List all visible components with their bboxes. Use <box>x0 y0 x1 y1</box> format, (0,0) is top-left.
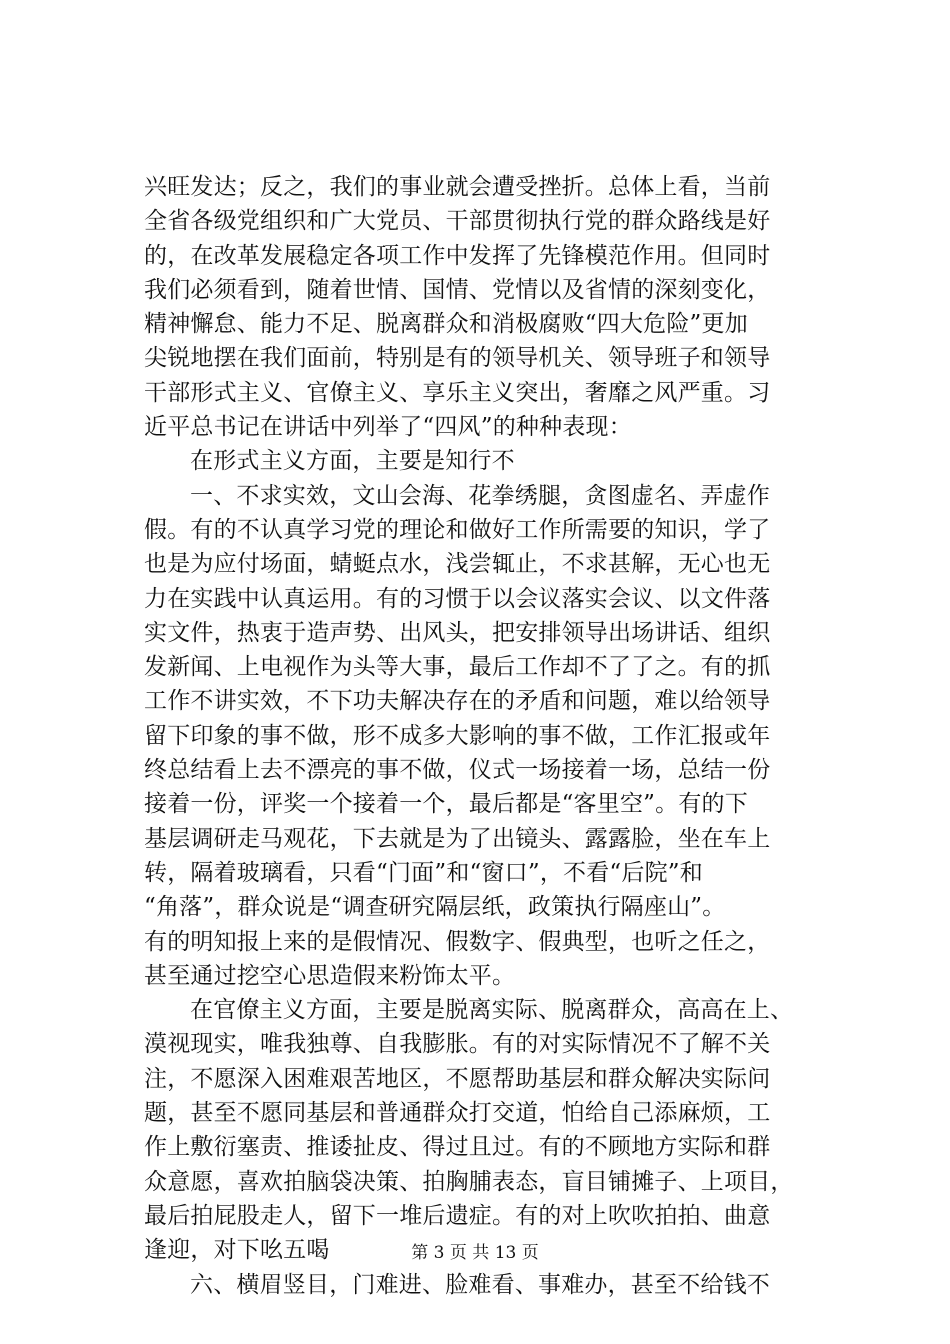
text-line: 力在实践中认真运用。有的习惯于以会议落实会议、以文件落 <box>144 585 771 612</box>
text-line: 题，甚至不愿同基层和普通群众打交道，怕给自己添麻烦，工 <box>144 1100 771 1127</box>
text-line: 漠视现实，唯我独尊、自我膨胀。有的对实际情况不了解不关 <box>144 1031 771 1058</box>
text-line: 在形式主义方面，主要是知行不 <box>190 448 515 475</box>
text-line: 也是为应付场面，蜻蜓点水，浅尝辄止，不求甚解，无心也无 <box>144 551 771 578</box>
text-line: 在官僚主义方面，主要是脱离实际、脱离群众，高高在上、 <box>190 997 794 1024</box>
text-line: 假。有的不认真学习党的理论和做好工作所需要的知识，学了 <box>144 516 771 543</box>
text-line: 的，在改革发展稳定各项工作中发挥了先锋模范作用。但同时 <box>144 242 771 269</box>
text-line: 基层调研走马观花，下去就是为了出镜头、露露脸，坐在车上 <box>144 825 771 852</box>
text-line: 全省各级党组织和广大党员、干部贯彻执行党的群众路线是好 <box>144 208 771 235</box>
text-line: 干部形式主义、官僚主义、享乐主义突出，奢靡之风严重。习 <box>144 379 771 406</box>
text-line: 接着一份，评奖一个接着一个，最后都是“客里空”。有的下 <box>144 791 748 818</box>
text-line: 甚至通过挖空心思造假来粉饰太平。 <box>144 962 516 989</box>
text-line: 精神懈怠、能力不足、脱离群众和消极腐败“四大危险”更加 <box>144 311 748 338</box>
text-line: 六、横眉竖目，门难进、脸难看、事难办，甚至不给钱不 <box>190 1271 770 1298</box>
text-line: 作上敷衍塞责、推诿扯皮、得过且过。有的不顾地方实际和群 <box>144 1134 771 1161</box>
page-footer: 第 3 页 共 13 页 <box>411 1243 539 1263</box>
text-line: 尖锐地摆在我们面前，特别是有的领导机关、领导班子和领导 <box>144 345 771 372</box>
text-line: 兴旺发达；反之，我们的事业就会遭受挫折。总体上看，当前 <box>144 174 771 200</box>
text-line: 逢迎，对下吆五喝 <box>144 1237 330 1264</box>
text-line: 终总结看上去不漂亮的事不做，仪式一场接着一场，总结一份 <box>144 757 771 784</box>
text-line: “角落”，群众说是“调查研究隔层纸，政策执行隔座山”。 <box>144 894 726 921</box>
text-line: 有的明知报上来的是假情况、假数字、假典型，也听之任之， <box>144 928 771 955</box>
text-line: 工作不讲实效，不下功夫解决存在的矛盾和问题，难以给领导 <box>144 688 771 715</box>
text-line: 一、不求实效，文山会海、花拳绣腿，贪图虚名、弄虚作 <box>190 482 770 509</box>
text-line: 实文件，热衷于造声势、出风头，把安排领导出场讲话、组织 <box>144 619 771 646</box>
text-line: 留下印象的事不做，形不成多大影响的事不做，工作汇报或年 <box>144 722 771 749</box>
text-line: 近平总书记在讲话中列举了“四风”的种种表现： <box>144 414 632 441</box>
document-body <box>144 170 834 1302</box>
text-line: 我们必须看到，随着世情、国情、党情以及省情的深刻变化， <box>144 276 771 303</box>
text-line: 最后拍屁股走人，留下一堆后遗症。有的对上吹吹拍拍、曲意 <box>144 1202 771 1229</box>
text-line: 发新闻、上电视作为头等大事，最后工作却不了了之。有的抓 <box>144 654 771 681</box>
text-line: 转，隔着玻璃看，只看“门面”和“窗口”，不看“后院”和 <box>144 859 703 886</box>
text-line: 注，不愿深入困难艰苦地区，不愿帮助基层和群众解决实际问 <box>144 1065 771 1092</box>
text-line: 众意愿，喜欢拍脑袋决策、拍胸脯表态，盲目铺摊子、上项目， <box>144 1168 794 1195</box>
